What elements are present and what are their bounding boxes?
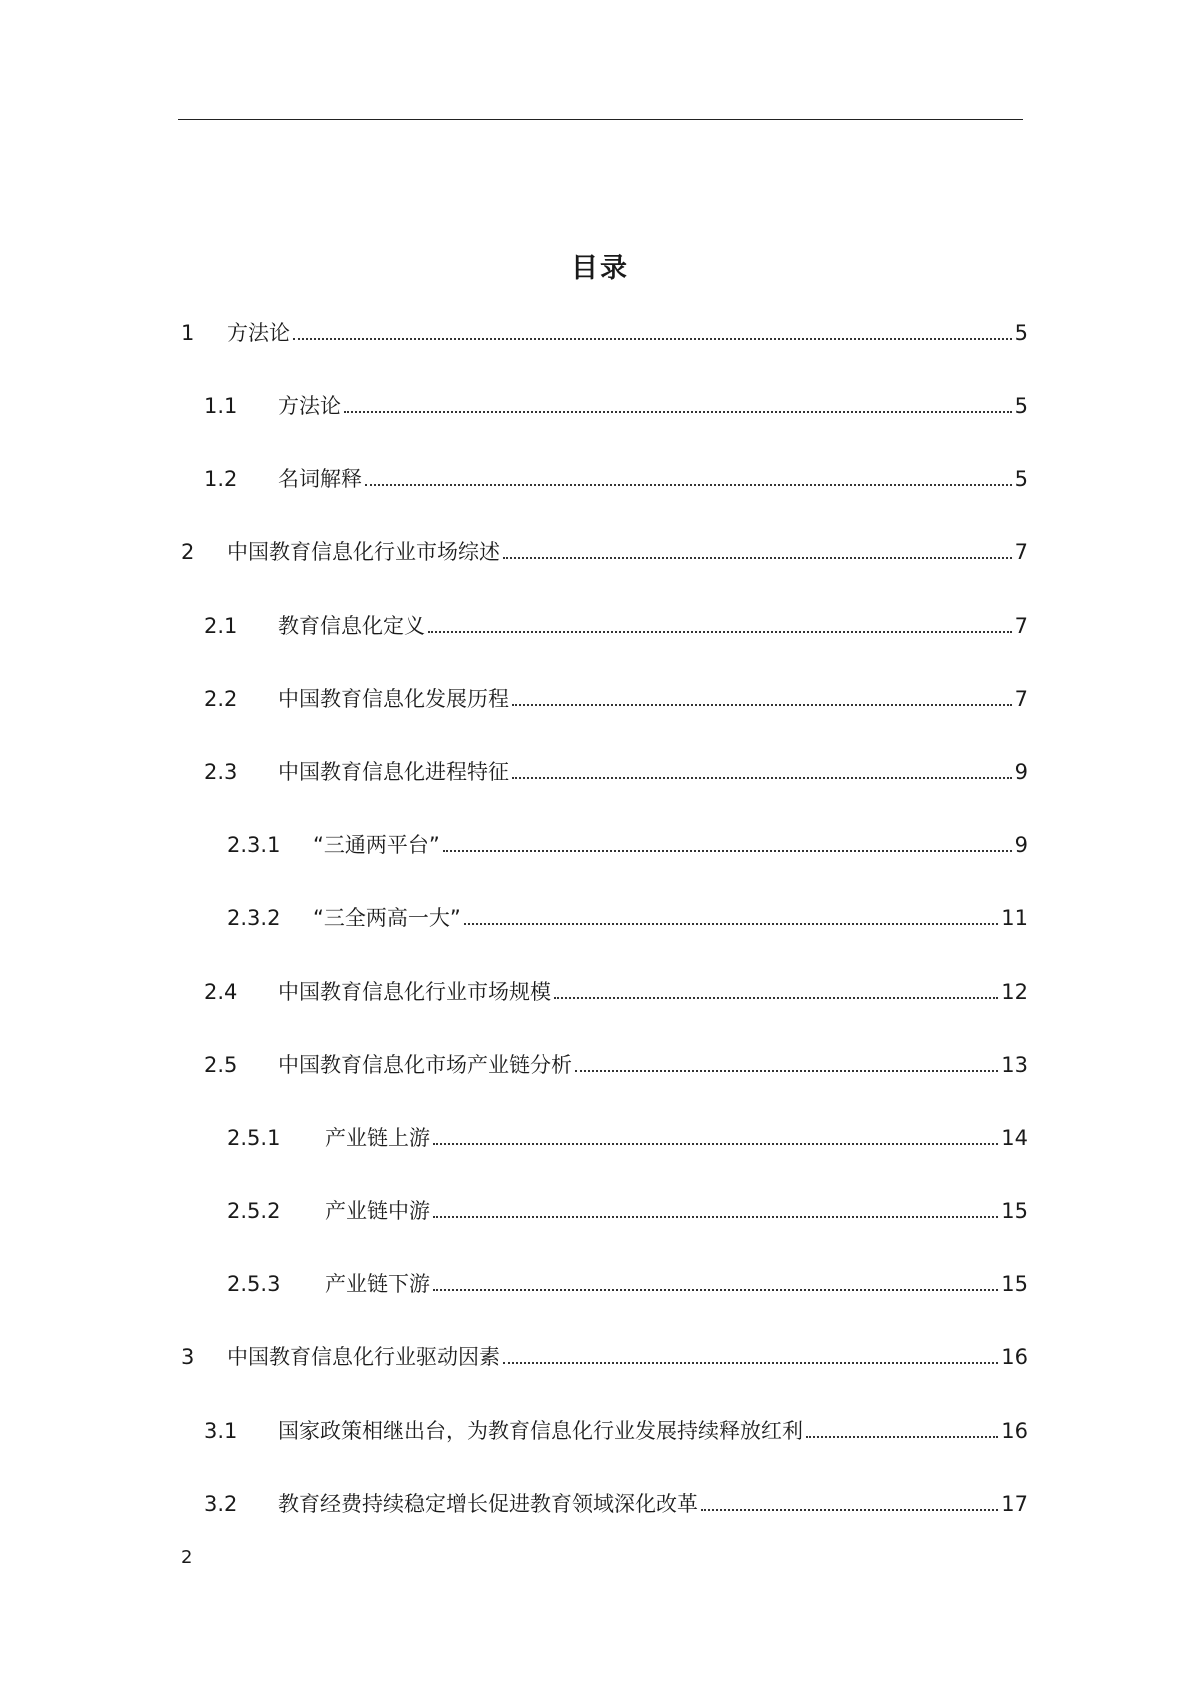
toc-entry-number: 2.4 (204, 980, 238, 1004)
toc-dot-leader (503, 557, 1012, 559)
toc-entry[interactable] (227, 898, 1028, 932)
toc-dot-leader (701, 1509, 998, 1511)
toc-dot-leader (503, 1362, 998, 1364)
toc-dot-leader (512, 777, 1012, 779)
toc-entry-title: 教育经费持续稳定增长促进教育领域深化改革 (278, 1492, 698, 1516)
toc-entry[interactable] (204, 1484, 1028, 1518)
toc-entry-number: 2.5.3 (227, 1272, 281, 1296)
toc-entry[interactable] (181, 532, 1028, 566)
toc-entry-title: 产业链下游 (325, 1272, 430, 1296)
toc-entry-page: 17 (1001, 1492, 1028, 1516)
toc-entry-number: 1 (181, 321, 195, 345)
toc-dot-leader (575, 1070, 998, 1072)
toc-entry-title: 中国教育信息化行业驱动因素 (227, 1345, 500, 1369)
toc-entry[interactable] (204, 972, 1028, 1006)
toc-dot-leader (365, 484, 1012, 486)
toc-entry[interactable] (227, 1264, 1028, 1298)
toc-entry-page: 9 (1014, 833, 1028, 857)
toc-entry-title: 中国教育信息化市场产业链分析 (278, 1053, 572, 1077)
footer-page-number: 2 (181, 1547, 193, 1568)
toc-entry-page: 12 (1001, 980, 1028, 1004)
toc-entry-title: “三全两高一大” (313, 906, 461, 930)
toc-dot-leader (433, 1216, 998, 1218)
toc-entry-title: 教育信息化定义 (278, 614, 425, 638)
toc-entry-number: 2.3 (204, 760, 238, 784)
toc-entry-title: “三通两平台” (313, 833, 440, 857)
toc-entry-title: 国家政策相继出台，为教育信息化行业发展持续释放红利 (278, 1419, 803, 1443)
toc-dot-leader (433, 1289, 998, 1291)
toc-dot-leader (443, 850, 1012, 852)
toc-entry-page: 15 (1001, 1199, 1028, 1223)
toc-entry-number: 3 (181, 1345, 195, 1369)
toc-entry-number: 2.5.1 (227, 1126, 281, 1150)
toc-entry-number: 2.1 (204, 614, 238, 638)
toc-entry-number: 1.1 (204, 394, 238, 418)
toc-entry[interactable] (181, 313, 1028, 347)
toc-dot-leader (433, 1143, 998, 1145)
toc-entry[interactable] (204, 1411, 1028, 1445)
toc-entry-title: 方法论 (227, 321, 290, 345)
toc-entry-number: 2.2 (204, 687, 238, 711)
toc-entry-number: 2 (181, 540, 195, 564)
toc-dot-leader (464, 923, 999, 925)
toc-entry-title: 中国教育信息化行业市场综述 (227, 540, 500, 564)
toc-entry-title: 名词解释 (278, 467, 362, 491)
toc-entry[interactable] (227, 825, 1028, 859)
toc-entry[interactable] (204, 606, 1028, 640)
toc-entry-number: 1.2 (204, 467, 238, 491)
toc-entry-title: 中国教育信息化进程特征 (278, 760, 509, 784)
toc-entry-title: 产业链中游 (325, 1199, 430, 1223)
toc-entry-page: 13 (1001, 1053, 1028, 1077)
toc-entry-page: 5 (1014, 321, 1028, 345)
toc-entry[interactable] (204, 386, 1028, 420)
toc-entry-number: 3.1 (204, 1419, 238, 1443)
toc-entry[interactable] (204, 459, 1028, 493)
toc-entry-title: 中国教育信息化行业市场规模 (278, 980, 551, 1004)
toc-entry-page: 16 (1001, 1419, 1028, 1443)
toc-entry-number: 2.3.1 (227, 833, 281, 857)
toc-entry-page: 7 (1014, 614, 1028, 638)
toc-entry[interactable] (227, 1118, 1028, 1152)
toc-dot-leader (554, 997, 998, 999)
toc-entry[interactable] (204, 679, 1028, 713)
toc-dot-leader (806, 1436, 998, 1438)
toc-entry[interactable] (227, 1191, 1028, 1225)
toc-dot-leader (428, 631, 1012, 633)
toc-entry-title: 中国教育信息化发展历程 (278, 687, 509, 711)
toc-entry-page: 14 (1001, 1126, 1028, 1150)
toc-entry[interactable] (181, 1337, 1028, 1371)
toc-entry-page: 9 (1014, 760, 1028, 784)
toc-entry-page: 5 (1014, 467, 1028, 491)
toc-entry-number: 2.5.2 (227, 1199, 281, 1223)
toc-title: 目录 (571, 253, 629, 284)
toc-entry-page: 5 (1014, 394, 1028, 418)
toc-entry-title: 产业链上游 (325, 1126, 430, 1150)
toc-entry-title: 方法论 (278, 394, 341, 418)
toc-entry-page: 11 (1001, 906, 1028, 930)
toc-entry-page: 7 (1014, 687, 1028, 711)
toc-dot-leader (293, 338, 1012, 340)
toc-entry-page: 15 (1001, 1272, 1028, 1296)
toc-dot-leader (344, 411, 1012, 413)
toc-entry[interactable] (204, 752, 1028, 786)
toc-entry-number: 3.2 (204, 1492, 238, 1516)
toc-entry[interactable] (204, 1045, 1028, 1079)
toc-entry-number: 2.3.2 (227, 906, 281, 930)
toc-entry-number: 2.5 (204, 1053, 238, 1077)
toc-entry-page: 7 (1014, 540, 1028, 564)
toc-dot-leader (512, 704, 1012, 706)
toc-entry-page: 16 (1001, 1345, 1028, 1369)
